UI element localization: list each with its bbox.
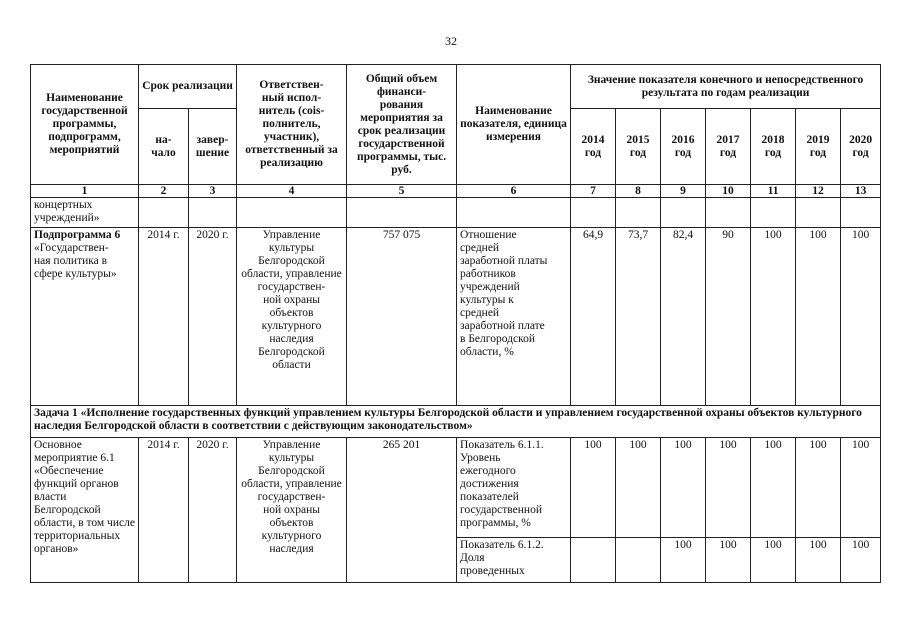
task-1-text: Задача 1 «Исполнение государственных функций управлением культуры Белгородской области и управлением государственной охраны объектов культурного наследия Белгородской области в соответствии с действующим законодательством» [31,406,881,438]
value-2014: 100 [571,438,616,538]
col-number: 6 [457,185,571,198]
header-indicator: Наименование показателя, единица измерения [457,65,571,185]
header-term: Срок реализации [139,65,237,109]
indicator-6-1-1: Показатель 6.1.1. Уровень ежегодного достижения показателей государственной программы, % [457,438,571,538]
value-2020: 100 [841,228,881,406]
col-number: 9 [661,185,706,198]
program-table [30,64,881,583]
value-2019: 100 [796,538,841,583]
column-numbers-row [31,185,881,198]
row-name: концертных учреждений» [31,198,139,228]
table-row [31,438,881,538]
col-number: 8 [616,185,661,198]
value-2015 [616,538,661,583]
header-years-title: Значение показателя конечного и непосредственного результата по годам реализации [571,65,881,109]
header-start: на- чало [139,109,189,185]
start-year: 2014 г. [139,228,189,406]
header-program-name: Наименование государственной программы, подпрограмм, мероприятий [31,65,139,185]
value-2015: 100 [616,438,661,538]
header-year-2016: 2016 год [661,109,706,185]
subprogram-subtitle: «Государствен- ная политика в сфере культуры» [34,242,117,280]
responsible: Управление культуры Белгородской области, управление государствен- ной охраны объектов культурного наследия [237,438,347,583]
value-2017: 100 [706,538,751,583]
subprogram-title: Подпрограмма 6 [34,229,121,241]
col-number: 10 [706,185,751,198]
value-2017: 100 [706,438,751,538]
value-2016: 100 [661,438,706,538]
financing: 265 201 [347,438,457,583]
header-year-2019: 2019 год [796,109,841,185]
value-2015: 73,7 [616,228,661,406]
col-number: 5 [347,185,457,198]
header-year-2014: 2014 год [571,109,616,185]
col-number: 1 [31,185,139,198]
col-number: 11 [751,185,796,198]
header-year-2018: 2018 год [751,109,796,185]
value-2018: 100 [751,438,796,538]
header-year-2015: 2015 год [616,109,661,185]
col-number: 13 [841,185,881,198]
col-number: 4 [237,185,347,198]
col-number: 12 [796,185,841,198]
value-2014: 64,9 [571,228,616,406]
measure-name: Основное мероприятие 6.1 «Обеспечение функций органов власти Белгородской области, в том числе территориальных органов» [31,438,139,583]
task-row [31,406,881,438]
value-2016: 82,4 [661,228,706,406]
value-2017: 90 [706,228,751,406]
col-number: 3 [189,185,237,198]
value-2020: 100 [841,438,881,538]
end-year: 2020 г. [189,438,237,583]
header-year-2017: 2017 год [706,109,751,185]
table-row [31,228,881,406]
value-2019: 100 [796,228,841,406]
page-number: 32 [445,34,457,48]
value-2018: 100 [751,228,796,406]
col-number: 2 [139,185,189,198]
indicator-6-1-2: Показатель 6.1.2. Доля проведенных [457,538,571,583]
header-year-2020: 2020 год [841,109,881,185]
value-2020: 100 [841,538,881,583]
value-2018: 100 [751,538,796,583]
end-year: 2020 г. [189,228,237,406]
start-year: 2014 г. [139,438,189,583]
header-financing: Общий объем финанси- рования мероприятия за срок реализации государственной программы, тыс. руб. [347,65,457,185]
header-end: завер- шение [189,109,237,185]
value-2019: 100 [796,438,841,538]
value-2014 [571,538,616,583]
responsible: Управление культуры Белгородской области, управление государствен- ной охраны объектов культурного наследия Белгородской области [237,228,347,406]
value-2016: 100 [661,538,706,583]
header-responsible: Ответствен- ный испол- нитель (сois- полнитель, участник), ответственный за реализацию [237,65,347,185]
col-number: 7 [571,185,616,198]
indicator: Отношение средней заработной платы работников учреждений культуры к средней заработной плате в Белгородской области, % [457,228,571,406]
subprogram-name [31,228,139,406]
financing: 757 075 [347,228,457,406]
table-row [31,198,881,228]
